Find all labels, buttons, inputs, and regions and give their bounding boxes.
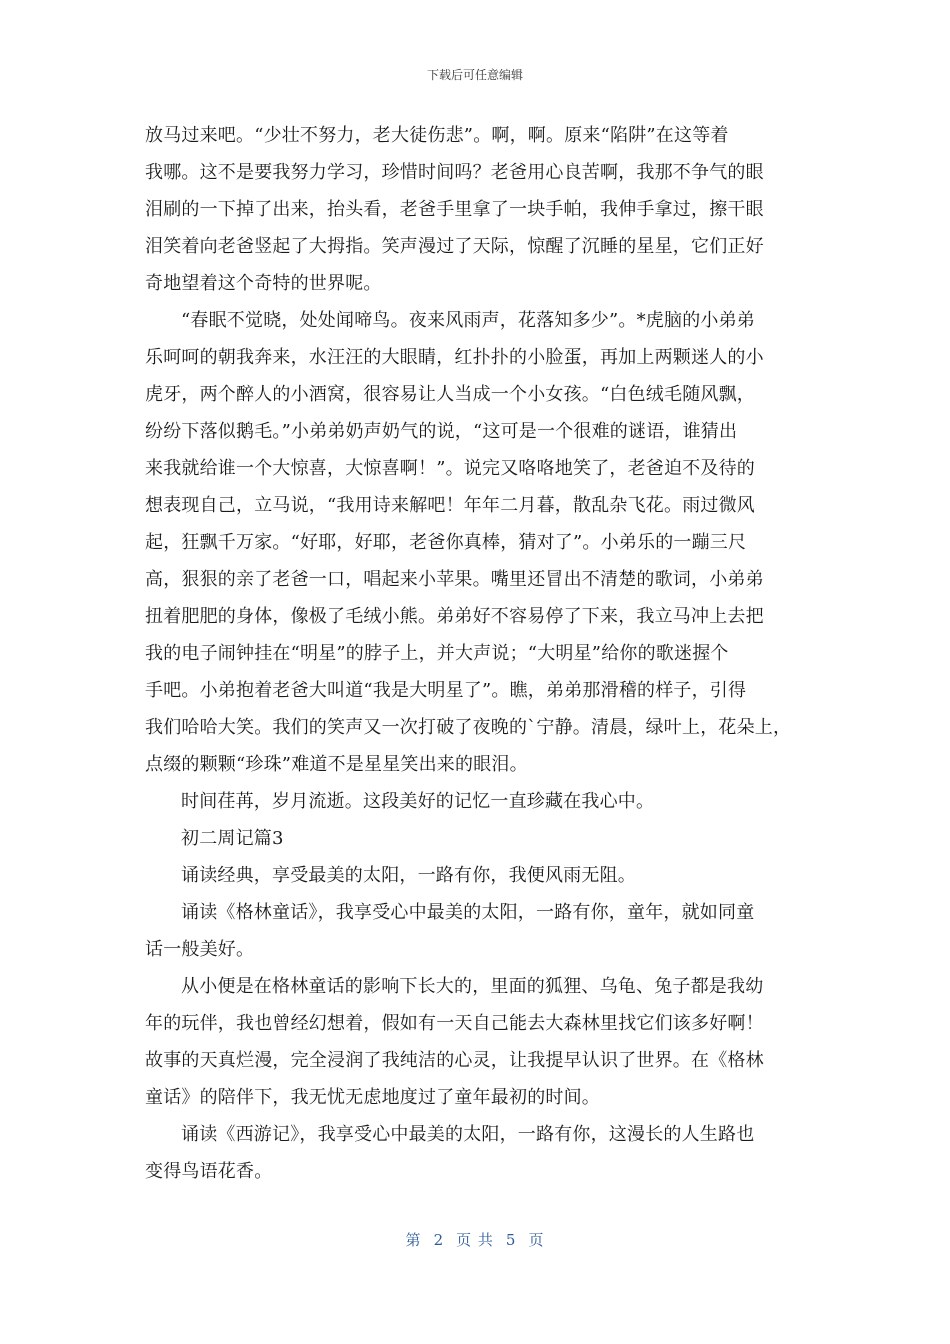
text-line: 诵读《西游记》，我享受心中最美的太阳，一路有你，这漫长的人生路也 <box>181 1124 755 1145</box>
text-line: 初二周记篇3 <box>181 828 284 849</box>
text-line: 点缀的颗颗“珍珠”难道不是星星笑出来的眼泪。 <box>145 754 528 775</box>
paragraph-8 <box>145 1116 825 1190</box>
footer-suffix: 页 <box>528 1231 545 1249</box>
text-line: 放马过来吧。“少壮不努力，老大徒伤悲”。啊，啊。原来“陷阱”在这等着 <box>145 125 729 146</box>
text-line: 纷纷下落似鹅毛。”小弟弟奶声奶气的说，“这可是一个很难的谜语，谁猜出 <box>145 421 738 442</box>
text-line: 诵读《格林童话》，我享受心中最美的太阳，一路有你，童年，就如同童 <box>181 902 755 923</box>
paragraph-3 <box>145 783 825 820</box>
page-header: 下载后可任意编辑 <box>426 68 523 82</box>
text-line: 虎牙，两个醉人的小酒窝，很容易让人当成一个小女孩。“白色绒毛随风飘， <box>145 384 755 405</box>
text-line: 泪笑着向老爸竖起了大拇指。笑声漫过了天际，惊醒了沉睡的星星，它们正好 <box>145 236 764 257</box>
text-line: 时间荏苒，岁月流逝。这段美好的记忆一直珍藏在我心中。 <box>181 791 655 812</box>
text-line: 泪刷的一下掉了出来，抬头看，老爸手里拿了一块手帕，我伸手拿过，擦干眼 <box>145 199 764 220</box>
text-line: 变得鸟语花香。 <box>145 1161 273 1182</box>
page-footer <box>0 1229 950 1250</box>
paragraph-1 <box>145 117 825 302</box>
text-line: 手吧。小弟抱着老爸大叫道“我是大明星了”。瞧，弟弟那滑稽的样子，引得 <box>145 680 747 701</box>
paragraph-7 <box>145 968 825 1116</box>
paragraph-5 <box>145 857 825 894</box>
text-line: 诵读经典，享受最美的太阳，一路有你，我便风雨无阻。 <box>181 865 636 886</box>
text-line: 扭着肥肥的身体，像极了毛绒小熊。弟弟好不容易停了下来，我立马冲上去把 <box>145 606 764 627</box>
text-line: 年的玩伴，我也曾经幻想着，假如有一天自己能去大森林里找它们该多好啊！ <box>145 1013 764 1034</box>
text-line: 高，狠狠的亲了老爸一口，唱起来小苹果。嘴里还冒出不清楚的歌词，小弟弟 <box>145 569 764 590</box>
text-line: 我的电子闹钟挂在“明星”的脖子上，并大声说；“大明星”给你的歌迷握个 <box>145 643 729 664</box>
text-line: 乐呵呵的朝我奔来，水汪汪的大眼睛，红扑扑的小脸蛋，再加上两颗迷人的小 <box>145 347 764 368</box>
paragraph-2 <box>145 302 825 783</box>
text-line: “春眠不觉晓，处处闻啼鸟。夜来风雨声，花落知多少”。*虎脑的小弟弟 <box>181 310 756 331</box>
page-total: 5 <box>505 1231 517 1249</box>
text-line: 童话》的陪伴下，我无忧无虑地度过了童年最初的时间。 <box>145 1087 600 1108</box>
text-line: 起，狂飘千万家。“好耶，好耶，老爸你真棒，猜对了”。小弟乐的一蹦三尺 <box>145 532 747 553</box>
page-number: 2 <box>433 1231 445 1249</box>
text-line: 来我就给谁一个大惊喜，大惊喜啊！”。说完又咯咯地笑了，老爸迫不及待的 <box>145 458 755 479</box>
paragraph-6 <box>145 894 825 968</box>
footer-middle: 页 共 <box>456 1231 494 1249</box>
text-line: 我们哈哈大笑。我们的笑声又一次打破了夜晚的`宁静。清晨，绿叶上，花朵上， <box>145 717 792 738</box>
section-heading <box>145 820 825 857</box>
text-line: 我哪。这不是要我努力学习，珍惜时间吗？老爸用心良苦啊，我那不争气的眼 <box>145 162 764 183</box>
footer-prefix: 第 <box>405 1231 422 1249</box>
text-line: 奇地望着这个奇特的世界呢。 <box>145 273 382 294</box>
text-line: 想表现自己，立马说，“我用诗来解吧！年年二月暮，散乱杂飞花。雨过微风 <box>145 495 755 516</box>
document-body <box>145 117 825 1190</box>
text-line: 从小便是在格林童话的影响下长大的，里面的狐狸、乌龟、兔子都是我幼 <box>181 976 764 997</box>
text-line: 故事的天真烂漫，完全浸润了我纯洁的心灵，让我提早认识了世界。在《格林 <box>145 1050 764 1071</box>
text-line: 话一般美好。 <box>145 939 255 960</box>
